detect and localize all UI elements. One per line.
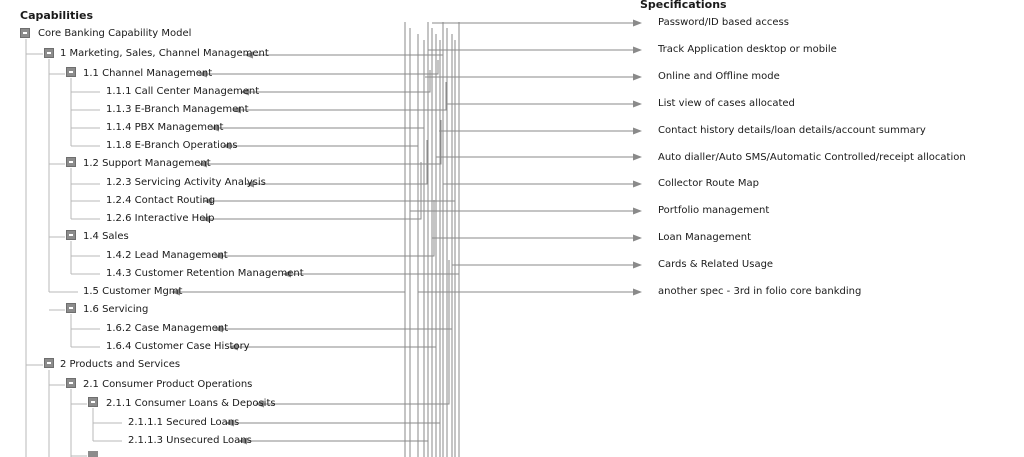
tree-node-2-1-1-1[interactable]: 2.1.1.1 Secured Loans <box>128 417 240 428</box>
tree-node-1-6-2[interactable]: 1.6.2 Case Management <box>106 323 229 334</box>
tree-node-2-1-1[interactable]: 2.1.1 Consumer Loans & Deposits <box>106 398 276 409</box>
arrowhead <box>633 128 642 135</box>
tree-node-1[interactable]: 1 Marketing, Sales, Channel Management <box>60 48 269 59</box>
arrowhead <box>633 101 642 108</box>
arrowhead <box>633 47 642 54</box>
spec-item[interactable]: Portfolio management <box>658 205 770 216</box>
arrowhead <box>633 154 642 161</box>
arrowhead <box>633 208 642 215</box>
arrowhead <box>633 289 642 296</box>
node-toggle-1-6[interactable] <box>66 303 76 313</box>
tree-node-1-4-3[interactable]: 1.4.3 Customer Retention Management <box>106 268 304 279</box>
node-toggle-2-1-2[interactable] <box>88 451 98 457</box>
node-toggle-1-1[interactable] <box>66 67 76 77</box>
node-toggle-1-2[interactable] <box>66 157 76 167</box>
tree-node-2-1-1-3[interactable]: 2.1.1.3 Unsecured Loans <box>128 435 252 446</box>
spec-item[interactable]: Auto dialler/Auto SMS/Automatic Controlled/receipt allocation <box>658 152 966 163</box>
spec-item[interactable]: Cards & Related Usage <box>658 259 774 270</box>
tree-node-1-2-6[interactable]: 1.2.6 Interactive Help <box>106 213 215 224</box>
tree-node-1-5[interactable]: 1.5 Customer Mgmt <box>83 286 183 297</box>
tree-node-2[interactable]: 2 Products and Services <box>60 359 181 370</box>
tree-node-1-1-4[interactable]: 1.1.4 PBX Management <box>106 122 224 133</box>
tree-root-label: Core Banking Capability Model <box>38 28 192 39</box>
spec-item[interactable]: Track Application desktop or mobile <box>658 44 837 55</box>
tree-node-1-2-4[interactable]: 1.2.4 Contact Routing <box>106 195 216 206</box>
spec-item[interactable]: Loan Management <box>658 232 752 243</box>
tree-node-1-6[interactable]: 1.6 Servicing <box>83 304 149 315</box>
spec-item[interactable]: Online and Offline mode <box>658 71 780 82</box>
node-toggle-2[interactable] <box>44 358 54 368</box>
tree-node-1-1-1[interactable]: 1.1.1 Call Center Management <box>106 86 260 97</box>
arrowhead <box>633 262 642 269</box>
spec-item[interactable]: Password/ID based access <box>658 17 789 28</box>
arrowhead <box>633 181 642 188</box>
tree-node-2-1[interactable]: 2.1 Consumer Product Operations <box>83 379 253 390</box>
arrowhead <box>633 235 642 242</box>
tree-node-1-4[interactable]: 1.4 Sales <box>83 231 129 242</box>
spec-item[interactable]: another spec - 3rd in folio core bankding <box>658 286 862 297</box>
tree-node-1-2-3[interactable]: 1.2.3 Servicing Activity Analysis <box>106 177 266 188</box>
tree-node-1-2[interactable]: 1.2 Support Management <box>83 158 211 169</box>
tree-node-1-1[interactable]: 1.1 Channel Management <box>83 68 213 79</box>
node-toggle-2-1[interactable] <box>66 378 76 388</box>
spec-item[interactable]: Collector Route Map <box>658 178 759 189</box>
node-toggle-2-1-1[interactable] <box>88 397 98 407</box>
tree-node-1-6-4[interactable]: 1.6.4 Customer Case History <box>106 341 250 352</box>
arrowhead <box>633 74 642 81</box>
tree-node-1-1-8[interactable]: 1.1.8 E-Branch Operations <box>106 140 238 151</box>
spec-item[interactable]: List view of cases allocated <box>658 98 795 109</box>
tree-node-1-4-2[interactable]: 1.4.2 Lead Management <box>106 250 228 261</box>
node-toggle-1-4[interactable] <box>66 230 76 240</box>
specifications-header: Specifications <box>640 0 727 11</box>
spec-item[interactable]: Contact history details/loan details/account summary <box>658 125 926 136</box>
tree-guide-lines <box>26 39 122 457</box>
arrowhead <box>633 20 642 27</box>
tree-node-1-1-3[interactable]: 1.1.3 E-Branch Management <box>106 104 249 115</box>
node-toggle-1[interactable] <box>44 48 54 58</box>
capabilities-header: Capabilities <box>20 9 94 22</box>
